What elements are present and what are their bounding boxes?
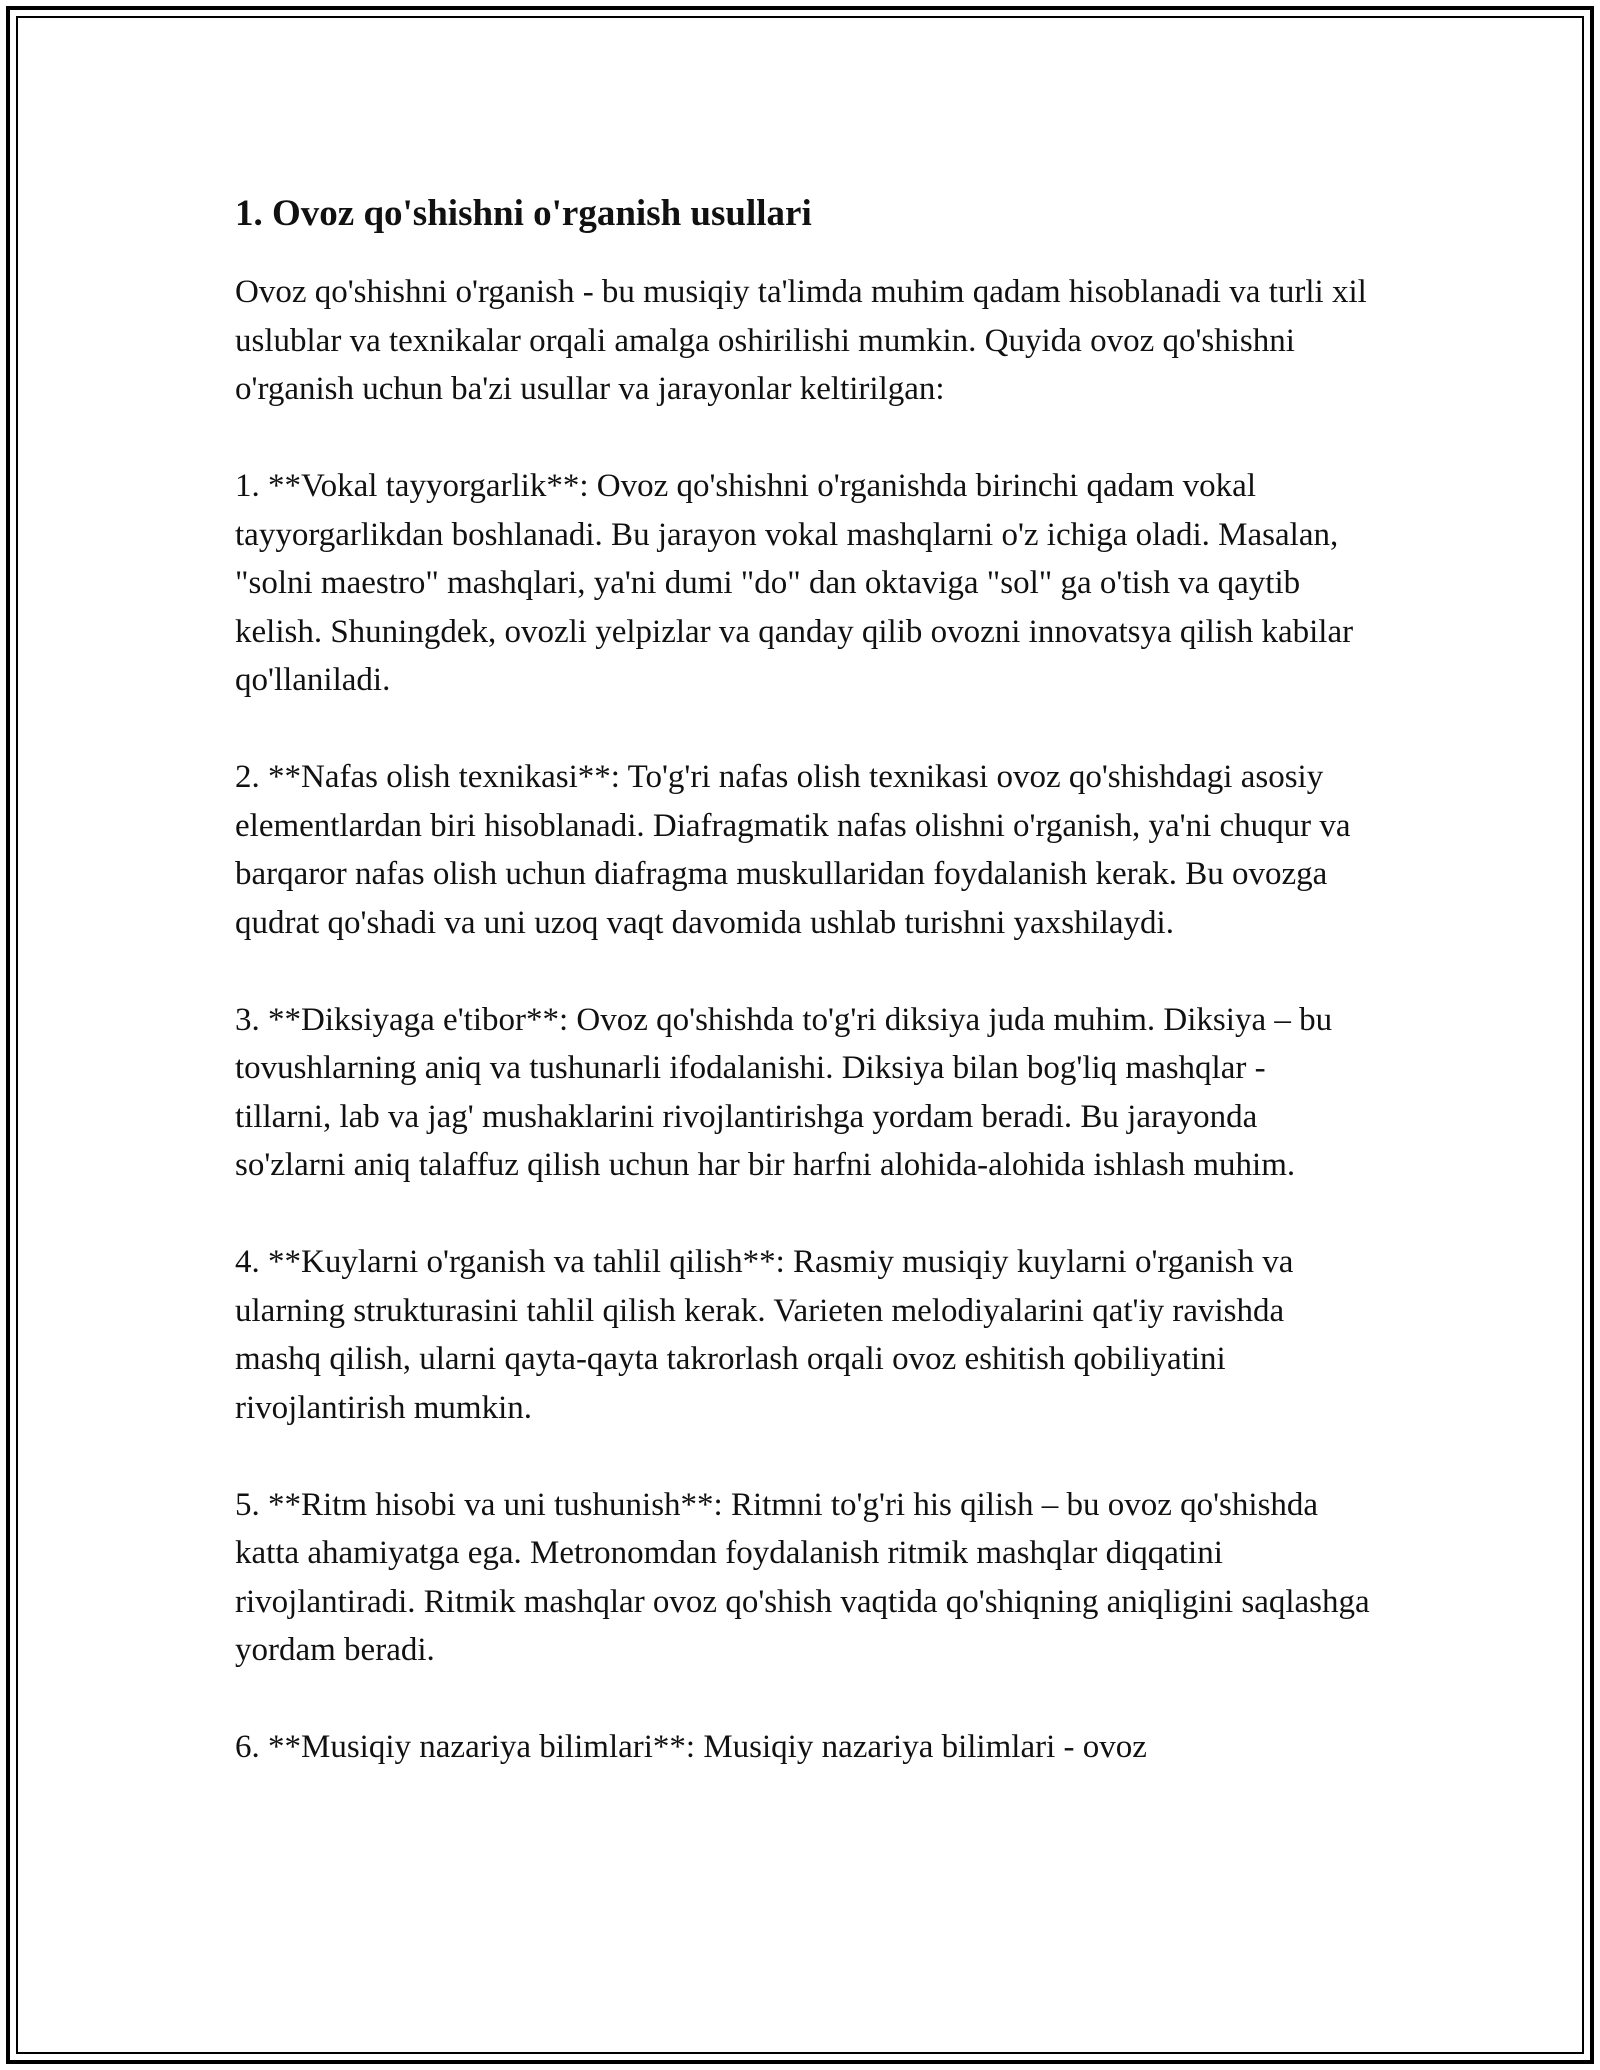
list-item-rhythm: 5. **Ritm hisobi va uni tushunish**: Ritmni to'g'ri his qilish – bu ovoz qo'shishda katta ahamiyatga ega. Metronomdan foydalanish ritmik mashqlar diqqatini rivojlantiradi. Ritmik mashqlar ovoz qo'shish vaqtida qo'shiqning aniqligini saqlashga yordam beradi. [235, 1486, 1370, 1668]
list-item-music-theory: 6. **Musiqiy nazariya bilimlari**: Musiqiy nazariya bilimlari - ovoz [235, 1729, 1147, 1765]
list-item-melody-analysis: 4. **Kuylarni o'rganish va tahlil qilish**: Rasmiy musiqiy kuylarni o'rganish va ularning strukturasini tahlil qilish kerak. Varieten melodiyalarini qat'iy ravishda mashq qilish, ularni qayta-qayta takrorlash orqali ovoz eshitish qobiliyatini rivojlantirish mumkin. [235, 1244, 1294, 1426]
list-item-breathing-technique: 2. **Nafas olish texnikasi**: To'g'ri nafas olish texnikasi ovoz qo'shishdagi asosiy elementlardan biri hisoblanadi. Diafragmatik nafas olishni o'rganish, ya'ni chuqur va barqaror nafas olish uchun diafragma muskullaridan foydalanish kerak. Bu ovozga qudrat qo'shadi va uni uzoq vaqt davomida ushlab turishni yaxshilaydi. [235, 759, 1351, 941]
list-item-diction: 3. **Diksiyaga e'tibor**: Ovoz qo'shishda to'g'ri diksiya juda muhim. Diksiya – bu tovushlarning aniq va tushunarli ifodalanishi. Diksiya bilan bog'liq mashqlar - tillarni, lab va jag' mushaklarini rivojlantirishga yordam beradi. Bu jarayonda so'zlarni aniq talaffuz qilish uchun har bir harfni alohida-alohida ishlash muhim. [235, 1001, 1333, 1183]
list-item-vocal-preparation: 1. **Vokal tayyorgarlik**: Ovoz qo'shishni o'rganishda birinchi qadam vokal tayyorgarlikdan boshlanadi. Bu jarayon vokal mashqlarni o'z ichiga oladi. Masalan, "solni maestro" mashqlari, ya'ni dumi "do" dan oktaviga "sol" ga o'tish va qaytib kelish. Shuningdek, ovozli yelpizlar va qanday qilib ovozni innovatsya qilish kabilar qo'llaniladi. [235, 468, 1354, 698]
intro-paragraph: Ovoz qo'shishni o'rganish - bu musiqiy ta'limda muhim qadam hisoblanadi va turli xil uslublar va texnikalar orqali amalga oshirilishi mumkin. Quyida ovoz qo'shishni o'rganish uchun ba'zi usullar va jarayonlar keltirilgan: [235, 274, 1367, 407]
section-heading: 1. Ovoz qo'shishni o'rganish usullari [235, 193, 812, 234]
document-body [235, 190, 1370, 1820]
